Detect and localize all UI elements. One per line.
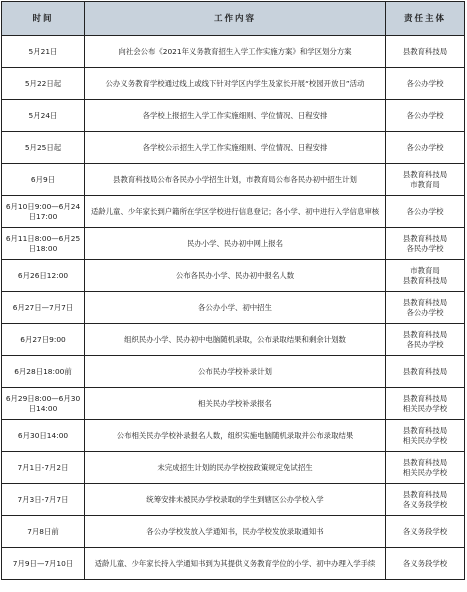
content-cell: 民办小学、民办初中网上报名 [85,228,386,260]
table-row [2,324,465,356]
content-cell: 公布相关民办学校补录报名人数，组织实施电脑随机录取并公布录取结果 [85,420,386,452]
table-row [2,132,465,164]
table-row [2,420,465,452]
responsible-cell: 县教育科技局 市教育局 [386,164,465,196]
table-row [2,196,465,228]
header-time: 时间 [2,2,85,36]
responsible-cell: 县教育科技局 各义务段学校 [386,484,465,516]
header-row [2,2,465,36]
time-cell: 6月27日9:00 [2,324,85,356]
content-cell: 向社会公布《2021年义务教育招生入学工作实施方案》和学区划分方案 [85,36,386,68]
table-row [2,388,465,420]
table-row [2,548,465,580]
time-cell: 6月27日—7月7日 [2,292,85,324]
header-content: 工作内容 [85,2,386,36]
time-cell: 6月10日9:00—6月24日17:00 [2,196,85,228]
responsible-cell: 各义务段学校 [386,548,465,580]
responsible-cell: 市教育局 县教育科技局 [386,260,465,292]
responsible-cell: 各公办学校 [386,68,465,100]
table-row [2,36,465,68]
responsible-cell: 县教育科技局 [386,36,465,68]
time-cell: 6月29日8:00—6月30日14:00 [2,388,85,420]
content-cell: 组织民办小学、民办初中电脑随机录取，公布录取结果和剩余计划数 [85,324,386,356]
responsible-cell: 县教育科技局 各公办学校 [386,292,465,324]
responsible-cell: 各公办学校 [386,132,465,164]
responsible-cell: 县教育科技局 各民办学校 [386,228,465,260]
time-cell: 7月8日前 [2,516,85,548]
responsible-cell: 县教育科技局 相关民办学校 [386,388,465,420]
responsible-cell: 县教育科技局 相关民办学校 [386,420,465,452]
table-row [2,68,465,100]
content-cell: 统筹安排未被民办学校录取的学生到辖区公办学校入学 [85,484,386,516]
responsible-cell: 各公办学校 [386,196,465,228]
table-row [2,292,465,324]
time-cell: 5月21日 [2,36,85,68]
content-cell: 未完成招生计划的民办学校按政策规定免试招生 [85,452,386,484]
content-cell: 相关民办学校补录报名 [85,388,386,420]
time-cell: 6月9日 [2,164,85,196]
time-cell: 6月30日14:00 [2,420,85,452]
responsible-cell: 县教育科技局 各民办学校 [386,324,465,356]
content-cell: 各公办小学、初中招生 [85,292,386,324]
responsible-cell: 县教育科技局 [386,356,465,388]
content-cell: 公办义务教育学校通过线上或线下针对学区内学生及家长开展“校园开放日”活动 [85,68,386,100]
schedule-table [1,1,465,580]
responsible-cell: 县教育科技局 相关民办学校 [386,452,465,484]
table-row [2,516,465,548]
time-cell: 5月24日 [2,100,85,132]
table-row [2,484,465,516]
time-cell: 6月26日12:00 [2,260,85,292]
time-cell: 6月28日18:00前 [2,356,85,388]
table-row [2,228,465,260]
time-cell: 6月11日8:00—6月25日18:00 [2,228,85,260]
content-cell: 公布各民办小学、民办初中报名人数 [85,260,386,292]
header-responsible: 责任主体 [386,2,465,36]
time-cell: 7月1日-7月2日 [2,452,85,484]
content-cell: 各学校公示招生入学工作实施细则、学位情况、日程安排 [85,132,386,164]
table-row [2,356,465,388]
content-cell: 适龄儿童、少年家长到户籍所在学区学校进行信息登记；各小学、初中进行入学信息审核 [85,196,386,228]
responsible-cell: 各公办学校 [386,100,465,132]
content-cell: 县教育科技局公布各民办小学招生计划，市教育局公布各民办初中招生计划 [85,164,386,196]
time-cell: 7月3日-7月7日 [2,484,85,516]
content-cell: 适龄儿童、少年家长持入学通知书到为其提供义务教育学位的小学、初中办理入学手续 [85,548,386,580]
content-cell: 各学校上报招生入学工作实施细则、学位情况、日程安排 [85,100,386,132]
content-cell: 各公办学校发放入学通知书，民办学校发放录取通知书 [85,516,386,548]
table-row [2,164,465,196]
time-cell: 5月25日起 [2,132,85,164]
time-cell: 5月22日起 [2,68,85,100]
table-row [2,452,465,484]
table-row [2,100,465,132]
responsible-cell: 各义务段学校 [386,516,465,548]
table-row [2,260,465,292]
content-cell: 公布民办学校补录计划 [85,356,386,388]
time-cell: 7月9日—7月10日 [2,548,85,580]
